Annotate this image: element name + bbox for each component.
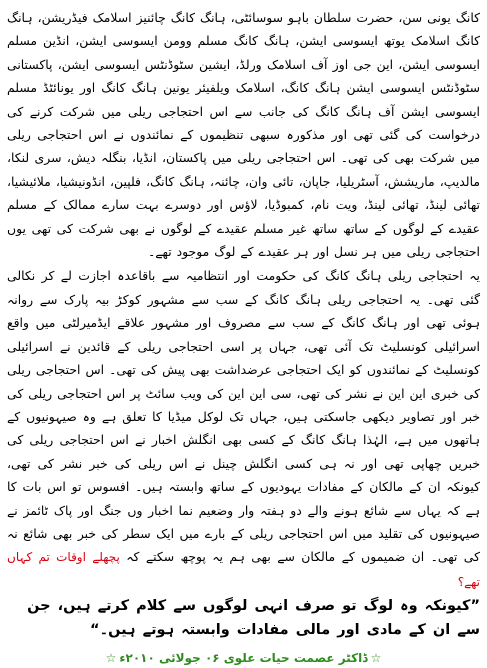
article-paragraph-2 — [7, 264, 480, 594]
red-highlight-text: پچھلے اوقات تم کہاں تھے؟ — [7, 550, 480, 589]
author-signature — [7, 648, 480, 668]
signature-text: ڈاکٹر عصمت حیات علوی ۰۶ جولائی ۲۰۱۰ء — [119, 651, 368, 666]
paragraph-2-text: یہ احتجاجی ریلی ہانگ کانگ کی حکومت اور انتظامیہ سے باقاعدہ اجازت لے کر نکالی گئی تھی۔ یہ احتجاجی ریلی ہانگ کانگ کے سب سے مشہور کوکڑ بیہ پارک سے روانہ ہوئی تھی اور ہانگ کانگ کے سب سے مصروف اور مشہور علاقے ایڈمیرلٹی میں واقع اسرائیلی کونسلیٹ تک آئی تھی، جہاں پر اسی احتجاجی ریلی کے قائدین نے اسرائیلی کونسلیٹ کے نمائندوں کو ایک احتجاجی عرضداشت بھی پیش کی تھی۔ اس احتجاجی ریلی کی خبری این این نے نشر کی تھی، سی این این کی ویب سائٹ پر اس احتجاجی ریلی کی خبر اور تصاویر دیکھی جاسکتی ہیں، جہاں تک لوکل میڈیا کا تعلق ہے وہ صیہونیوں کے ہاتھوں میں ہے، الہٰذا ہانگ کانگ کے کسی بھی انگلش اخبار نے اس احتجاجی ریلی کی خبریں چھاپی تھی اور نہ ہی کسی انگلش چینل نے اس ریلی کی خبر نشر کی تھی، کیونکہ ان کے مالکان کے مفادات یہودیوں کے ساتھ وابستہ ہیں۔ افسوس تو اس بات کا ہے کہ یہاں سے شائع ہونے والے دو ہفتہ وار وضعیم نما اخبار وں جنگ اور پاک ٹائمز نے صیہونیوں کی تقلید میں اس احتجاجی ریلی کے بارے میں ایک سطر کی خبر بھی شائع نہ کی تھی۔ ان ضمیموں کے مالکان سے بھی ہم یہ پوچھ سکتے کہ — [7, 268, 480, 565]
star-icon: ☆ — [105, 651, 117, 666]
article-paragraph-1: کانگ یونی سن، حضرت سلطان باہو سوسائٹی، ہانگ کانگ چائنیز اسلامک فیڈریشن، ہانگ کانگ اسلامک یوتھ ایسوسی ایشن، ہانگ کانگ مسلم وومن ایسوسی ایشن، انڈین مسلم ایسوسی ایشن، این جی اوز آف اسلامک ورلڈ، ایشین سٹوڈنٹس ایسوسی ایشن، پاکستانی سٹوڈنٹس ایسوسی ایشن ہانگ کانگ، اسلامک ویلفیئر یونین ہانگ کانگ اور یونائٹڈ مسلم ایسوسی ایشن آف ہانگ کانگ کی جانب سے اس احتجاجی ریلی میں شرکت کرنے کی درخواست کی گئی تھی اور مذکورہ سبھی تنظیموں کے نمائندوں نے اس احتجاجی ریلی میں شرکت بھی کی تھی۔ اس احتجاجی ریلی میں پاکستان، انڈیا، بنگلہ دیش، سری لنکا، مالدیپ، ماریشش، آسٹریلیا، جاپان، تائی وان، چائنہ، ہانگ کانگ، فلپین، انڈونیشیا، ملائیشیا، تھائی لینڈ، تھائی لینڈ، ویت نام، کمبوڈیا، لاؤس اور دوسرے بہت سارے ممالک کے مسلم عقیدے کے لوگوں کے ساتھ ساتھ غیر مسلم عقیدے کے لوگوں نے بھی شرکت کی تھی یوں احتجاجی ریلی میں ہر نسل اور ہر عقیدے کے لوگ موجود تھے۔ — [7, 10, 480, 260]
star-icon: ☆ — [370, 651, 382, 666]
closing-quote: ”کیونکہ وہ لوگ تو صرف انہی لوگوں سے کلام کرتے ہیں، جن سے ان کے مادی اور مالی مفادات وابستہ ہوتے ہیں۔“ — [27, 598, 480, 639]
